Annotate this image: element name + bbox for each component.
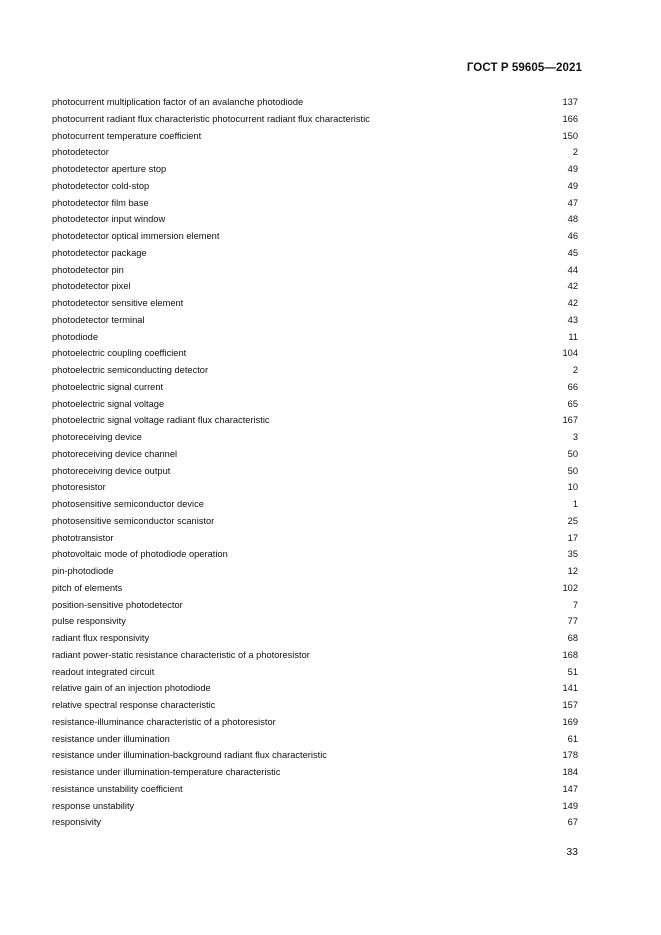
index-page-reference: 166 [562,113,578,124]
index-page-reference: 49 [567,164,578,174]
index-entry [52,146,578,163]
index-term: phototransistor [52,532,114,543]
index-entry [52,565,578,582]
index-entry [52,247,578,264]
index-entry [52,682,578,699]
index-page-reference: 68 [567,633,578,643]
index-page-reference: 35 [567,549,578,560]
index-term: photodetector aperture stop [52,164,167,174]
page-number: 33 [566,846,578,858]
index-entry [52,364,578,381]
index-term: resistance under illumination-background radiant flux characteristic [52,750,327,761]
index-entry [52,314,578,331]
index-entry [52,582,578,599]
index-page-reference: 102 [562,582,578,593]
index-entry [52,414,578,431]
index-entry [52,331,578,348]
index-entry [52,297,578,314]
index-term: photocurrent radiant flux characteristic photocurrent radiant flux characteristic [52,113,370,124]
index-page-reference: 167 [562,415,578,426]
index-page-reference: 17 [567,532,578,543]
index-entry [52,347,578,364]
index-entry [52,448,578,465]
index-entry [52,632,578,649]
index-page-reference: 61 [567,733,578,744]
index-page-reference: 77 [567,616,578,627]
index-entry [52,465,578,482]
index-entry [52,766,578,783]
index-page-reference: 50 [567,465,578,476]
index-term: photodetector optical immersion element [52,231,220,241]
index-page-reference: 46 [567,231,578,241]
index-page-reference: 65 [567,398,578,409]
index-page-reference: 2 [572,147,578,158]
index-page-reference: 50 [567,448,578,459]
index-term: photoresistor [52,482,106,493]
index-entry [52,180,578,197]
document-standard-id: ГОСТ Р 59605—2021 [466,62,582,74]
index-term: resistance unstability coefficient [52,783,183,794]
index-entry [52,532,578,549]
index-entry [52,733,578,750]
index-entry [52,431,578,448]
index-term: photoreceiving device channel [52,448,178,459]
index-term: photosensitive semiconductor scanistor [52,515,215,526]
index-page-reference: 157 [562,700,578,710]
index-entry [52,398,578,415]
index-entry [52,96,578,113]
index-page-reference: 178 [562,750,578,761]
index-page-reference: 150 [562,130,578,141]
index-entry [52,280,578,297]
index-entry [52,130,578,147]
index-term: photodiode [52,331,99,342]
index-page-reference: 12 [567,566,578,576]
index-entry [52,816,578,833]
index-page-reference: 66 [567,381,578,392]
index-term: resistance under illumination [52,733,170,744]
index-page-reference: 47 [567,197,578,208]
index-page-reference: 44 [567,264,578,275]
index-entry [52,197,578,214]
index-page-reference: 149 [562,800,578,811]
index-entry [52,515,578,532]
index-entry [52,548,578,565]
index-page-reference: 25 [567,515,578,526]
index-page-reference: 3 [572,432,578,442]
index-entry [52,800,578,817]
index-term: response unstability [52,800,135,811]
index-entry [52,381,578,398]
alphabetical-index-list [52,96,578,833]
index-term: photoreceiving device output [52,465,171,476]
index-entry [52,264,578,281]
index-page-reference: 42 [567,281,578,292]
index-entry [52,699,578,716]
index-term: photodetector cold-stop [52,180,150,191]
index-page-reference: 147 [562,783,578,794]
index-term: photodetector film base [52,197,149,208]
index-term: resistance-illuminance characteristic of a photoresistor [52,716,276,727]
index-term: photodetector package [52,247,147,258]
index-page-reference: 67 [567,817,578,828]
index-page-reference: 168 [562,649,578,660]
index-term: photodetector input window [52,214,166,225]
index-entry [52,163,578,180]
index-term: photocurrent temperature coefficient [52,130,202,141]
index-term: pitch of elements [52,582,123,593]
index-term: photodetector pixel [52,281,131,292]
index-term: photovoltaic mode of photodiode operation [52,549,228,560]
index-term: responsivity [52,817,102,828]
index-term: photoelectric signal voltage [52,398,165,409]
index-term: photodetector [52,147,109,158]
index-term: resistance under illumination-temperature characteristic [52,767,281,777]
index-page-reference: 49 [567,180,578,191]
index-term: radiant power-static resistance characteristic of a photoresistor [52,649,310,660]
index-term: photodetector terminal [52,314,145,325]
index-page-reference: 10 [567,482,578,493]
index-entry [52,749,578,766]
index-term: position-sensitive photodetector [52,599,183,610]
index-page-reference: 2 [572,365,578,375]
index-page-reference: 137 [562,97,578,107]
index-term: relative spectral response characteristic [52,700,216,710]
index-page-reference: 11 [568,331,578,342]
index-term: photocurrent multiplication factor of an avalanche photodiode [52,97,304,107]
index-entry [52,783,578,800]
index-term: photoelectric signal voltage radiant flux characteristic [52,415,270,426]
index-page-reference: 48 [567,214,578,225]
index-page-reference: 42 [567,298,578,308]
index-entry [52,649,578,666]
index-page-reference: 104 [562,348,578,359]
index-term: pulse responsivity [52,616,126,627]
index-page-reference: 45 [567,247,578,258]
index-entry [52,615,578,632]
index-term: photoelectric semiconducting detector [52,365,209,375]
index-page-reference: 7 [572,599,578,610]
index-term: photodetector sensitive element [52,298,184,308]
index-term: photoelectric signal current [52,381,164,392]
index-entry [52,498,578,515]
index-term: relative gain of an injection photodiode [52,683,211,694]
index-page-reference: 1 [572,499,578,509]
index-page-reference: 51 [567,666,578,677]
index-page-reference: 43 [567,314,578,325]
index-entry [52,716,578,733]
index-page-reference: 169 [562,716,578,727]
index-entry [52,599,578,616]
index-term: radiant flux responsivity [52,633,150,643]
index-page-reference: 141 [562,683,578,694]
index-term: photoreceiving device [52,432,142,442]
index-term: photosensitive semiconductor device [52,499,204,509]
index-entry [52,213,578,230]
index-entry [52,666,578,683]
index-term: pin-photodiode [52,566,114,576]
index-page-reference: 184 [562,767,578,777]
index-term: readout integrated circuit [52,666,155,677]
index-entry [52,481,578,498]
index-term: photoelectric coupling coefficient [52,348,187,359]
index-term: photodetector pin [52,264,124,275]
index-entry [52,230,578,247]
index-entry [52,113,578,130]
